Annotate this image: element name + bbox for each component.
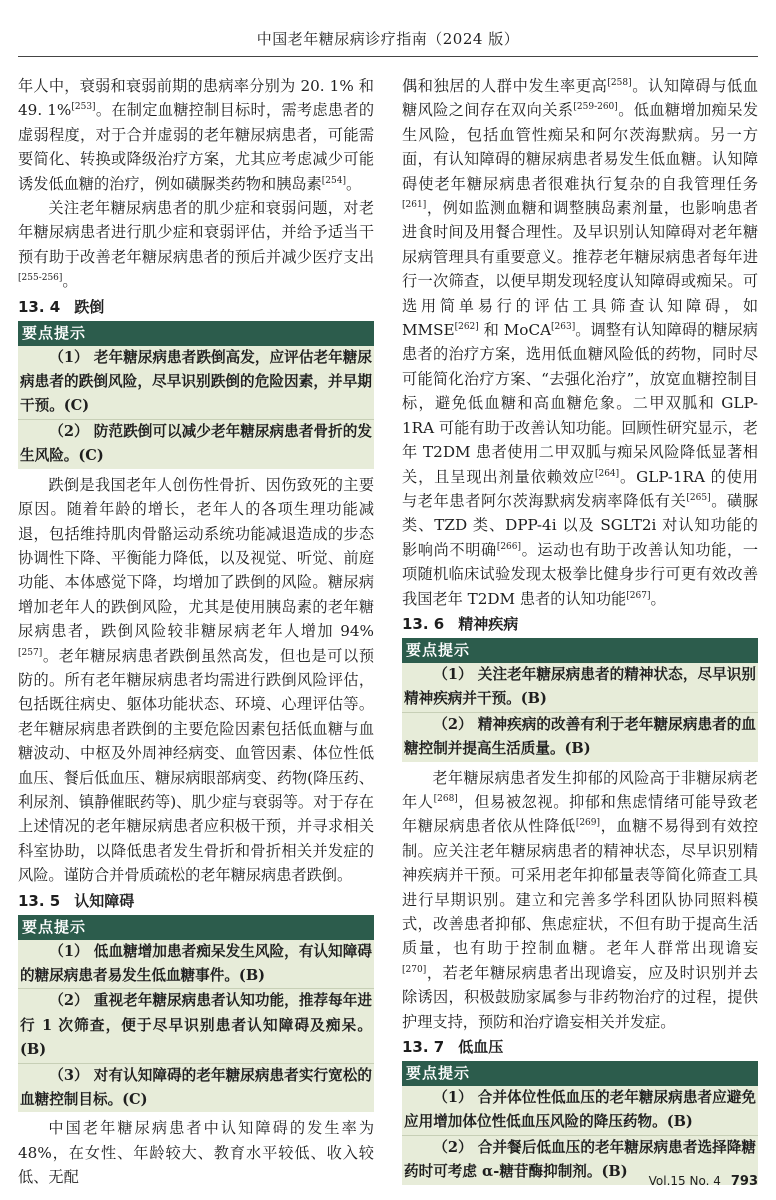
section-heading-13-7: 13. 7 低血压 <box>402 1038 504 1057</box>
citation-ref: [269] <box>575 818 601 829</box>
citation-ref: [268] <box>433 793 458 804</box>
paragraph: 老年糖尿病患者发生抑郁的风险高于非糖尿病老年人[268]，但易被忽视。抑郁和焦虑情绪可能导致老年糖尿病患者依从性降低[269]，血糖不易得到有效控制。应关注老年糖尿病患者的精神状态，尽早识别精神疾病并干预。可采用老年抑郁量表等简化筛查工具进行早期识别。建立和完善多学科团队协同照料模式，改善患者抑郁、焦虑症状，不但有助于提高生活质量，也有助于控制血糖。老年人群常出现谵妄[270]，若老年糖尿病患者出现谵妄，应及时识别并去除诱因，积极鼓励家属参与非药物治疗的过程，提供护理支持，预防和治疗谵妄相关并发症。 <box>402 768 759 1031</box>
citation-ref: [259-260] <box>573 102 618 113</box>
section-heading-13-5: 13. 5 认知障碍 <box>18 891 135 910</box>
section-heading-13-6: 13. 6 精神疾病 <box>402 614 519 633</box>
key-point: （1） 低血糖增加患者痴呆发生风险，有认知障碍的糖尿病患者易发生低血糖事件。(B) <box>20 942 372 984</box>
key-points-box <box>18 915 374 1113</box>
journal-volume: Vol.15 No. 4 <box>648 1174 721 1188</box>
citation-ref: [264] <box>594 468 620 479</box>
key-point: （1） 关注老年糖尿病患者的精神状态，尽早识别精神疾病并干预。(B) <box>404 665 756 708</box>
key-point: （2） 精神疾病的改善有利于老年糖尿病患者的血糖控制并提高生活质量。(B) <box>402 712 758 762</box>
citation-ref: [270] <box>402 964 427 975</box>
key-point: （3） 对有认知障碍的老年糖尿病患者实行宽松的血糖控制目标。(C) <box>18 1063 374 1113</box>
citation-ref: [263] <box>551 322 576 332</box>
paragraph: 中国老年糖尿病患者中认知障碍的发生率为 48%，在女性、年龄较大、教育水平较低、收入较低、无配 <box>18 1119 374 1187</box>
citation-ref: [266] <box>496 541 522 552</box>
key-points-box <box>402 1061 758 1185</box>
paragraph: 关注老年糖尿病患者的肌少症和衰弱问题，对老年糖尿病患者进行肌少症和衰弱评估，并给予适当干预有助于改善老年糖尿病患者的预后并减少医疗支出[255-256]。 <box>18 199 374 291</box>
citation-ref: [267] <box>626 590 651 601</box>
citation-ref: [254] <box>321 175 346 186</box>
key-point: （2） 合并餐后低血压的老年糖尿病患者选择降糖药时可考虑 α-糖苷酶抑制剂。(B) <box>402 1135 758 1185</box>
citation-ref: [262] <box>454 322 479 332</box>
key-point: （2） 重视老年糖尿病患者认知功能，推荐每年进行 1 次筛查，便于尽早识别患者认知障碍及痴呆。(B) <box>18 988 374 1062</box>
page-footer <box>649 1174 758 1189</box>
key-point: （1） 老年糖尿病患者跌倒高发，应评估老年糖尿病患者的跌倒风险，尽早识别跌倒的危险因素，并早期干预。(C) <box>20 348 372 415</box>
citation-ref: [257] <box>18 647 43 658</box>
citation-ref: [255-256] <box>18 273 63 284</box>
citation-ref: [258] <box>607 77 632 88</box>
paragraph: 年人中，衰弱和衰弱前期的患病率分别为 20. 1% 和 49. 1%[253]。在制定血糖控制目标时，需考虑患者的虚弱程度，对于合并虚弱的老年糖尿病患者，可能需要简化、转换或降级治疗方案，尤其应考虑减少可能诱发低血糖的治疗，例如磺脲类药物和胰岛素[254]。 <box>18 77 374 193</box>
header-rule <box>18 56 758 57</box>
section-heading-13-4: 13. 4 跌倒 <box>18 297 105 316</box>
key-point: （2） 防范跌倒可以减少老年糖尿病患者骨折的发生风险。(C) <box>18 419 374 469</box>
running-header: 中国老年糖尿病诊疗指南（2024 版） <box>256 30 520 48</box>
right-column <box>402 74 758 1189</box>
left-column <box>18 74 374 1190</box>
page-number: 793 <box>730 1174 758 1189</box>
citation-ref: [253] <box>71 102 96 113</box>
key-points-box <box>402 638 758 762</box>
key-points-label: 要点提示 <box>402 1061 758 1086</box>
citation-ref: [261] <box>402 199 427 210</box>
paragraph: 偶和独居的人群中发生率更高[258]。认知障碍与低血糖风险之间存在双向关系[259-260]。低血糖增加痴呆发生风险，包括血管性痴呆和阿尔茨海默病。另一方面，有认知障碍的糖尿病患者易发生低血糖。认知障碍使老年糖尿病患者很难执行复杂的自我管理任务[261]，例如监测血糖和调整胰岛素剂量，也影响患者进食时间及用餐合理性。及早识别认知障碍对老年糖尿病管理具有重要意义。推荐老年糖尿病患者每年进行一次筛查，以便早期发现轻度认知障碍或痴呆。可选用简单易行的评估工具筛查认知障碍，如 MMSE[262] 和 MoCA[263]。调整有认知障碍的糖尿病患者的治疗方案，选用低血糖风险低的药物，同时尽可能简化治疗方案、“去强化治疗”，放宽血糖控制目标，避免低血糖和高血糖危象。二甲双胍和 GLP-1RA 可能有助于改善认知功能。回顾性研究显示，老年 T2DM 患者使用二甲双胍与痴呆风险降低显著相关，且呈现出剂量依赖效应[264]。GLP-1RA 的使用与老年患者阿尔茨海默病发病率降低有关[265]。磺脲类、TZD 类、DPP-4i 以及 SGLT2i 对认知功能的影响尚不明确[266]。运动也有助于改善认知功能，一项随机临床试验发现太极拳比健身步行可更有效改善我国老年 T2DM 患者的认知功能[267]。 <box>402 77 759 608</box>
key-points-box <box>18 321 374 469</box>
key-point: （1） 合并体位性低血压的老年糖尿病患者应避免应用增加体位性低血压风险的降压药物。(B) <box>404 1089 756 1131</box>
key-points-label: 要点提示 <box>402 638 758 663</box>
key-points-label: 要点提示 <box>18 321 374 346</box>
paragraph: 跌倒是我国老年人创伤性骨折、因伤致死的主要原因。随着年龄的增长，老年人的各项生理功能减退，包括维持肌肉骨骼运动系统功能减退造成的步态协调性下降、平衡能力降低，以及视觉、听觉、前庭功能、本体感觉下降，均增加了跌倒的风险。糖尿病增加老年人的跌倒风险，尤其是使用胰岛素的老年糖尿病患者，跌倒风险较非糖尿病老年人增加 94%[257]。老年糖尿病患者跌倒虽然高发，但也是可以预防的。所有老年糖尿病患者均需进行跌倒风险评估，包括既往病史、躯体功能状态、环境、心理评估等。老年糖尿病患者跌倒的主要危险因素包括低血糖与血糖波动、中枢及外周神经病变、血管因素、体位性低血压、餐后低血压、糖尿病眼部病变、药物(降压药、利尿剂、镇静催眠药等)、肌少症与衰弱等。对于存在上述情况的老年糖尿病患者应积极干预，并寻求相关科室协助，以降低患者发生骨折和骨折相关并发症的风险。谨防合并骨质疏松的老年糖尿病患者跌倒。 <box>18 475 374 885</box>
key-points-label: 要点提示 <box>18 915 374 940</box>
citation-ref: [265] <box>686 492 711 503</box>
